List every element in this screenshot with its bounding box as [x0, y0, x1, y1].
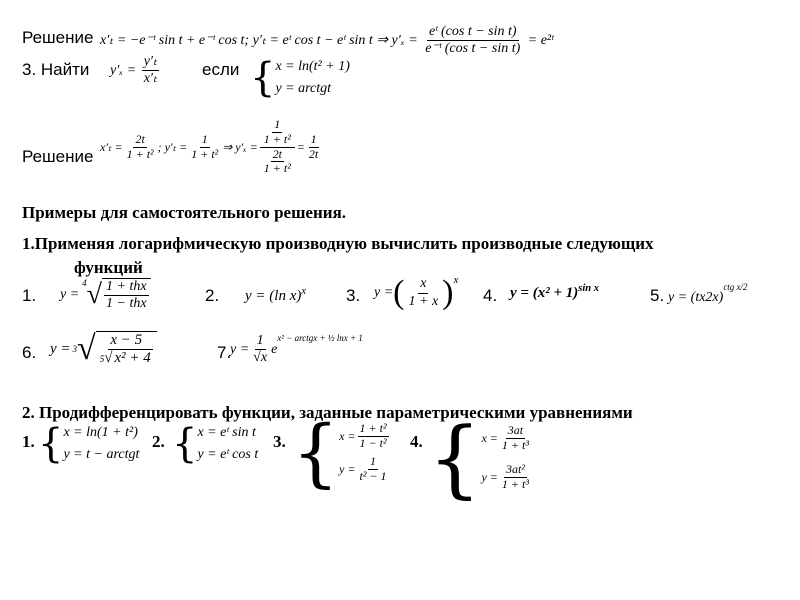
fraction-denominator: t² − 1 — [359, 468, 387, 483]
example-6-lhs: y = — [50, 340, 71, 357]
x-lhs: x = — [481, 431, 498, 446]
example-5-formula — [668, 282, 748, 306]
example-5-number: 5. — [650, 286, 665, 305]
radical-icon: √ — [86, 279, 103, 311]
right-paren-icon: ) — [442, 274, 454, 311]
fraction-numerator: x — [418, 276, 428, 293]
param-1-number: 1. — [22, 432, 35, 451]
fraction-numerator: 1 — [201, 131, 208, 146]
task-3-fraction — [142, 54, 159, 87]
fraction-numerator: 3at — [507, 423, 524, 438]
example-4-number: 4. — [483, 286, 498, 305]
example-1-number: 1. — [22, 286, 37, 305]
fraction-numerator: 1 + thx — [104, 279, 149, 296]
task-3-label: 3. Найти — [22, 60, 90, 79]
solution-label: Решение — [22, 28, 94, 47]
fraction-numerator: eᵗ (cos t − sin t) — [427, 24, 519, 41]
fraction-denominator: 2t — [308, 146, 319, 161]
fraction-denominator: e⁻ᵗ (cos t − sin t) — [425, 41, 521, 57]
example-3-number: 3. — [346, 286, 361, 305]
inner-radical-icon: √ — [104, 350, 113, 366]
task-3-if-label: если — [202, 60, 240, 79]
fraction-denominator: 1 + t² — [263, 161, 291, 176]
task-3-formula — [110, 54, 161, 87]
fraction-numerator: 1 — [310, 131, 317, 146]
radical-icon: √ — [77, 330, 96, 367]
example-2-exponent: x — [301, 286, 307, 297]
example-7-formula — [230, 333, 363, 366]
inner-radicand: x² + 4 — [114, 350, 151, 366]
inner-root-index: 5 — [99, 354, 105, 364]
example-4-exponent: sin x — [578, 283, 599, 294]
fraction-denominator: 1 + x — [408, 293, 439, 309]
fraction-denominator: 1 + t² — [263, 131, 291, 146]
fraction-denominator: 1 − t² — [359, 436, 387, 451]
example-5-base: y = (tx2x) — [668, 290, 724, 305]
left-paren-icon: ( — [393, 274, 405, 311]
example-7-e: e — [271, 341, 278, 357]
solution-1-derivatives: x′ₜ = −e⁻ᵗ sin t + e⁻ᵗ cos t; y′ₜ = eᵗ cos t − eᵗ sin t ⇒ y′ₓ = — [100, 32, 418, 48]
examples-title: Примеры для самостоятельного решения. — [22, 203, 347, 222]
left-brace-icon: { — [250, 55, 276, 101]
task-3-yx: y′ₓ = — [110, 62, 137, 78]
example-7-lhs: y = — [230, 341, 250, 357]
y-lhs: y = — [339, 461, 356, 476]
fraction-numerator: 2t — [272, 146, 282, 161]
param-3-number: 3. — [273, 432, 286, 451]
fraction-denominator: 1 + t³ — [501, 476, 529, 491]
fraction-denominator: 1 + t³ — [501, 438, 529, 453]
system-line-1: x = ln(t² + 1) — [275, 59, 350, 74]
solution-2-formula — [100, 112, 322, 182]
result-fraction — [307, 133, 320, 162]
example-7-number: 7. — [217, 343, 232, 362]
example-2-base: y = (ln x) — [245, 288, 302, 304]
left-brace-icon: { — [292, 410, 340, 496]
xt-lhs: x′ₜ = — [100, 139, 123, 154]
system-line-2: y = eᵗ cos t — [197, 447, 259, 462]
example-7-exponent: x² − arctgx + ½ lnx + 1 — [277, 333, 363, 343]
param-1-system — [38, 422, 139, 466]
x-lhs: x = — [339, 429, 356, 444]
fraction-numerator: 3at² — [505, 462, 525, 476]
example-6-formula — [50, 330, 159, 368]
example-3-formula — [374, 274, 458, 312]
arrow-yx: ⇒ y′ₓ = — [222, 139, 258, 154]
solution-1-result: = e²ᵗ — [527, 32, 554, 48]
param-4-system — [428, 409, 533, 507]
example-4-formula — [510, 285, 599, 302]
example-1-lhs: y = — [60, 287, 80, 303]
solution-1-fraction — [423, 24, 522, 57]
fraction-denominator — [98, 350, 155, 367]
equals-sign: = — [296, 139, 305, 154]
task-1-heading: 1.Применяя логарифмическую производную вычислить производные следующих — [22, 234, 654, 253]
compound-fraction — [260, 118, 295, 176]
example-2-formula — [245, 288, 306, 305]
param-2-system — [172, 422, 258, 466]
example-1-formula — [60, 278, 153, 312]
fraction-numerator: 1 — [274, 116, 281, 131]
fraction-numerator: 1 — [255, 333, 266, 350]
fraction-denominator: 1 − thx — [106, 296, 147, 312]
example-3-exponent: x — [453, 274, 459, 286]
fraction-denominator: 1 + t² — [191, 146, 219, 161]
example-4-base: y = (x² + 1) — [510, 285, 579, 301]
system-line-1: x = eᵗ sin t — [197, 425, 256, 440]
left-brace-icon: { — [172, 421, 198, 467]
param-3-system — [292, 410, 391, 496]
system-line-1: x = ln(1 + t²) — [63, 425, 138, 440]
yt-lhs: ; y′ₜ = — [157, 139, 188, 154]
example-6-number: 6. — [22, 343, 37, 362]
fraction-numerator: 1 + t² — [359, 421, 387, 436]
task-3-system — [250, 56, 350, 100]
left-brace-icon: { — [428, 409, 482, 507]
param-4-number: 4. — [410, 432, 423, 451]
example-2-number: 2. — [205, 286, 220, 305]
task-2-heading: 2. Продифференцировать функции, заданные параметрическими уравнениями — [22, 403, 633, 422]
yt-fraction — [189, 133, 220, 162]
system-line-2: y = t − arctgt — [63, 447, 140, 462]
example-3-lhs: y = — [374, 285, 394, 300]
solution-2-label: Решение — [22, 147, 94, 166]
compound-denominator — [260, 148, 295, 177]
param-2-number: 2. — [152, 432, 165, 451]
example-5-exponent: ctg x/2 — [723, 282, 748, 292]
compound-numerator — [260, 118, 295, 148]
root-index: 4 — [82, 278, 87, 288]
fraction-numerator: x − 5 — [108, 332, 144, 350]
y-lhs: y = — [481, 469, 498, 484]
left-brace-icon: { — [38, 421, 64, 467]
task-1-heading-cont: функций — [74, 258, 143, 277]
fraction-numerator: y′ₜ — [142, 54, 159, 71]
fraction-numerator: 2t — [135, 131, 145, 146]
solution-1-formula — [100, 24, 553, 57]
fraction-denominator: x′ₜ — [143, 71, 158, 87]
fraction-denominator: √x — [253, 350, 268, 366]
root-index: 3 — [72, 344, 78, 354]
fraction-denominator: 1 + t² — [126, 146, 154, 161]
system-line-2: y = arctgt — [275, 81, 332, 96]
xt-fraction — [125, 133, 156, 162]
fraction-numerator: 1 — [370, 454, 377, 468]
